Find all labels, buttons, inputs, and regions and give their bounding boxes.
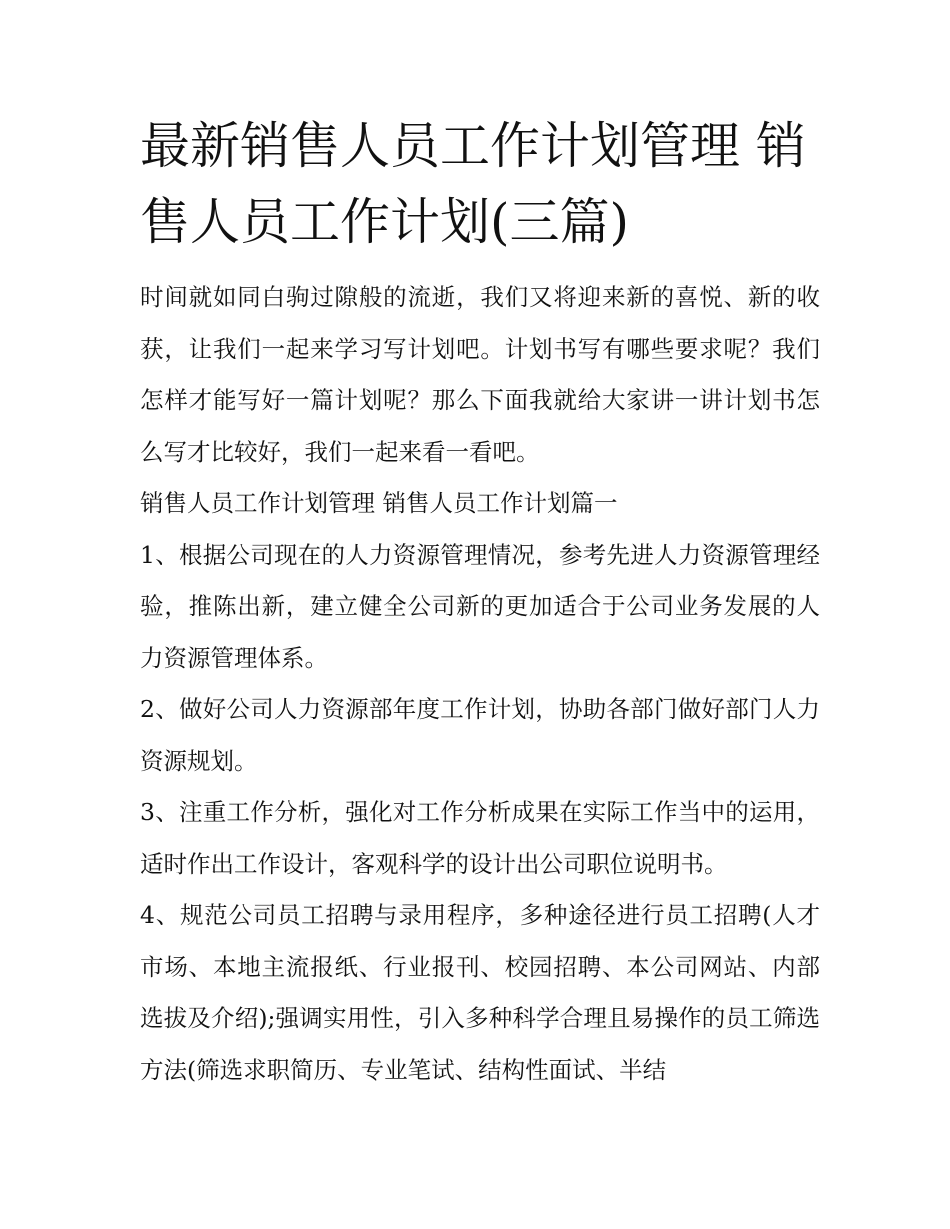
list-item-1: 1、根据公司现在的人力资源管理情况，参考先进人力资源管理经验，推陈出新，建立健全公司新的更加适合于公司业务发展的人力资源管理体系。 [140,540,820,672]
section-heading: 销售人员工作计划管理 销售人员工作计划篇一 [140,489,618,517]
document-title: 最新销售人员工作计划管理 销售人员工作计划(三篇) [140,117,806,251]
list-item-3: 3、注重工作分析，强化对工作分析成果在实际工作当中的运用，适时作出工作设计，客观科学的设计出公司职位说明书。 [140,798,820,878]
intro-paragraph: 时间就如同白驹过隙般的流逝，我们又将迎来新的喜悦、新的收获，让我们一起来学习写计划吧。计划书写有哪些要求呢？我们怎样才能写好一篇计划呢？那么下面我就给大家讲一讲计划书怎么写才比较好，我们一起来看一看吧。 [140,283,820,466]
list-item-4: 4、规范公司员工招聘与录用程序，多种途径进行员工招聘(人才市场、本地主流报纸、行业报刊、校园招聘、本公司网站、内部选拔及介绍);强调实用性，引入多种科学合理且易操作的员工筛选方法(筛选求职简历、专业笔试、结构性面试、半结 [140,901,820,1084]
list-item-2: 2、做好公司人力资源部年度工作计划，协助各部门做好部门人力资源规划。 [140,695,820,775]
document-page [140,108,820,1096]
